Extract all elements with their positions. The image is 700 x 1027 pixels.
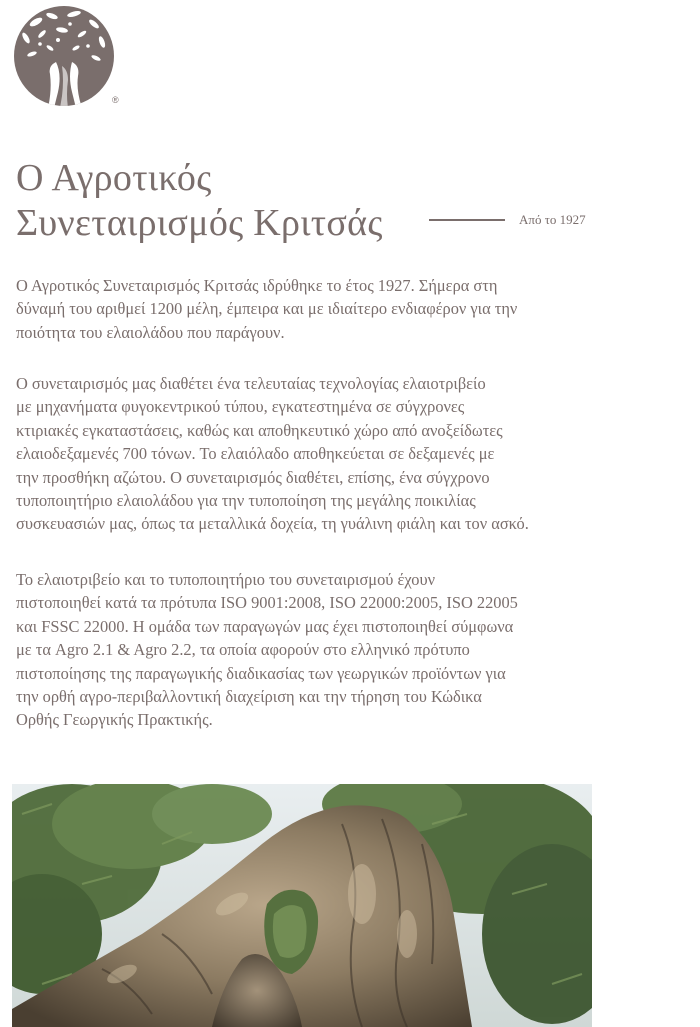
- since-label: Από το 1927: [519, 212, 586, 227]
- paragraph-line: κτιριακές εγκαταστάσεις, καθώς και αποθηκευτικό χώρο από ανοξείδωτες: [16, 420, 503, 440]
- olive-tree-trunk-image: [12, 784, 592, 1027]
- paragraph-line: την ορθή αγρο-περιβαλλοντική διαχείριση και την τήρηση του Κώδικα: [16, 687, 482, 707]
- paragraph-line: πιστοποίησης της παραγωγικής διαδικασίας των γεωργικών προϊόντων για: [16, 663, 506, 683]
- olive-tree-logo: [12, 4, 120, 108]
- paragraph-line: πιστοποιηθεί κατά τα πρότυπα ISO 9001:2008, ISO 22000:2005, ISO 22005: [16, 593, 518, 613]
- paragraph-line: συσκευασιών μας, όπως τα μεταλλικά δοχεία, τη γυάλινη φιάλη και τον ασκό.: [16, 514, 529, 534]
- page-title-line-1: Ο Αγροτικός: [16, 157, 212, 199]
- paragraph-certifications: [16, 568, 518, 732]
- paragraph-line: ελαιοδεξαμενές 700 τόνων. Το ελαιόλαδο αποθηκεύεται σε δεξαμενές με: [16, 444, 495, 464]
- paragraph-line: δύναμή του αριθμεί 1200 μέλη, έμπειρα και με ιδιαίτερο ενδιαφέρον για την: [16, 299, 518, 319]
- paragraph-line: με τα Agro 2.1 & Agro 2.2, τα οποία αφορούν στο ελληνικό πρότυπο: [16, 640, 470, 660]
- paragraph-line: με μηχανήματα φυγοκεντρικού τύπου, εγκατεστημένα σε σύγχρονες: [16, 397, 465, 417]
- paragraph-line: τυποποιητήριο ελαιολάδου για την τυποποίηση της μεγάλης ποικιλίας: [16, 491, 476, 511]
- paragraph-intro: [16, 274, 517, 344]
- olive-tree-logo-icon: [12, 4, 120, 108]
- page-title-line-2: Συνεταιρισμός Κριτσάς: [16, 202, 383, 244]
- title-divider: [429, 219, 505, 221]
- page-title: [16, 156, 383, 246]
- olive-tree-photo: [12, 784, 592, 1027]
- paragraph-line: Ο Αγροτικός Συνεταιρισμός Κριτσάς ιδρύθηκε το έτος 1927. Σήμερα στη: [16, 276, 498, 295]
- paragraph-line: και FSSC 22000. Η ομάδα των παραγωγών μας έχει πιστοποιηθεί σύμφωνα: [16, 616, 514, 636]
- paragraph-facilities: [16, 372, 529, 536]
- paragraph-line: ποιότητα του ελαιολάδου που παράγουν.: [16, 322, 285, 342]
- registered-mark: ®: [112, 95, 119, 105]
- paragraph-line: Το ελαιοτριβείο και το τυποποιητήριο του συνεταιρισμού έχουν: [16, 570, 436, 589]
- paragraph-line: Ορθής Γεωργικής Πρακτικής.: [16, 710, 213, 730]
- paragraph-line: την προσθήκη αζώτου. Ο συνεταιρισμός διαθέτει, επίσης, ένα σύγχρονο: [16, 467, 490, 487]
- paragraph-line: Ο συνεταιρισμός μας διαθέτει ένα τελευταίας τεχνολογίας ελαιοτριβείο: [16, 374, 486, 393]
